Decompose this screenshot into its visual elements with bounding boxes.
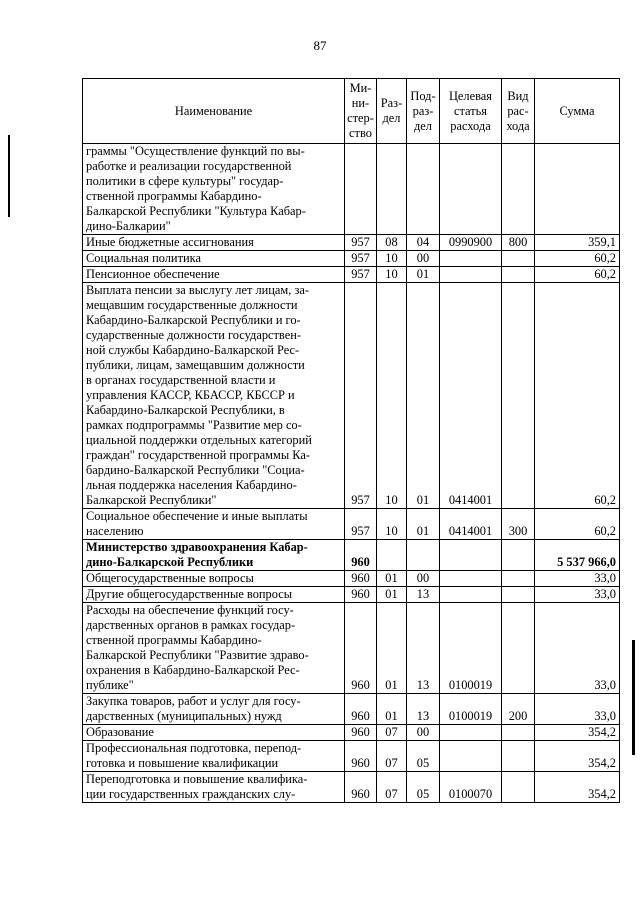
table-row — [83, 144, 620, 235]
cell-section: 07 — [377, 741, 407, 772]
header-type: Вид рас- хода — [502, 79, 535, 144]
cell-type — [502, 587, 535, 603]
cell-type — [502, 725, 535, 741]
cell-name: Социальная политика — [83, 251, 345, 267]
right-margin-mark — [632, 640, 635, 755]
budget-table — [82, 78, 620, 803]
cell-section: 01 — [377, 571, 407, 587]
cell-sum: 5 537 966,0 — [535, 540, 620, 571]
cell-subsection: 04 — [407, 235, 440, 251]
table-row — [83, 772, 620, 803]
table-row — [83, 694, 620, 725]
table-row — [83, 267, 620, 283]
cell-name: Пенсионное обеспечение — [83, 267, 345, 283]
cell-sum: 33,0 — [535, 587, 620, 603]
cell-name: Переподготовка и повышение квалифика- ции государственных гражданских слу- — [83, 772, 345, 803]
cell-sum: 359,1 — [535, 235, 620, 251]
cell-subsection — [407, 144, 440, 235]
header-target: Целевая статья расхода — [440, 79, 502, 144]
cell-type — [502, 283, 535, 509]
cell-ministry: 960 — [345, 587, 377, 603]
cell-section: 10 — [377, 283, 407, 509]
cell-target: 0100019 — [440, 694, 502, 725]
cell-section: 01 — [377, 587, 407, 603]
cell-target — [440, 540, 502, 571]
cell-type — [502, 267, 535, 283]
cell-subsection: 00 — [407, 571, 440, 587]
cell-sum: 60,2 — [535, 509, 620, 540]
cell-ministry: 957 — [345, 267, 377, 283]
cell-ministry: 960 — [345, 741, 377, 772]
cell-sum: 354,2 — [535, 772, 620, 803]
cell-target: 0100019 — [440, 603, 502, 694]
cell-subsection: 00 — [407, 251, 440, 267]
cell-target — [440, 144, 502, 235]
cell-ministry: 957 — [345, 509, 377, 540]
cell-sum: 60,2 — [535, 251, 620, 267]
table-row — [83, 235, 620, 251]
header-name: Наименование — [83, 79, 345, 144]
table-row — [83, 603, 620, 694]
cell-target — [440, 741, 502, 772]
cell-ministry: 960 — [345, 772, 377, 803]
cell-name: Закупка товаров, работ и услуг для госу- дарственных (муниципальных) нужд — [83, 694, 345, 725]
cell-subsection: 01 — [407, 283, 440, 509]
table-row — [83, 540, 620, 571]
cell-name: граммы "Осуществление функций по вы- работке и реализации государственной политики в сфере культуры" государ- ственной программы Кабардино- Балкарской Республики "Культура Кабар- дино-Балкарии" — [83, 144, 345, 235]
cell-section: 07 — [377, 725, 407, 741]
header-sum: Сумма — [535, 79, 620, 144]
cell-subsection — [407, 540, 440, 571]
header-section: Раз- дел — [377, 79, 407, 144]
cell-ministry — [345, 144, 377, 235]
cell-name: Образование — [83, 725, 345, 741]
cell-name: Выплата пенсии за выслугу лет лицам, за- мещавшим государственные должности Кабардино-Балкарской Республики и го- сударственные должности государствен- ной службы Кабардино-Балкарской Рес- публики, лицам, замещавшим должности в органах государственной власти и управления КАССР, КБАССР, КБССР и Кабардино-Балкарской Республики, в рамках подпрограммы "Развитие мер со- циальной поддержки отдельных категорий граждан" государственной программы Ка- бардино-Балкарской Республики "Социа- льная поддержка населения Кабардино- Балкарской Республики" — [83, 283, 345, 509]
cell-name: Общегосударственные вопросы — [83, 571, 345, 587]
cell-ministry: 960 — [345, 540, 377, 571]
cell-name: Профессиональная подготовка, перепод- готовка и повышение квалификации — [83, 741, 345, 772]
cell-subsection: 13 — [407, 587, 440, 603]
cell-section — [377, 144, 407, 235]
cell-section: 08 — [377, 235, 407, 251]
cell-name: Социальное обеспечение и иные выплаты населению — [83, 509, 345, 540]
cell-type: 800 — [502, 235, 535, 251]
cell-subsection: 13 — [407, 603, 440, 694]
cell-type — [502, 144, 535, 235]
cell-type — [502, 571, 535, 587]
header-subsection: Под- раз- дел — [407, 79, 440, 144]
table-row — [83, 587, 620, 603]
cell-sum: 33,0 — [535, 571, 620, 587]
table-row — [83, 251, 620, 267]
page-number: 87 — [313, 38, 327, 53]
cell-target: 0414001 — [440, 509, 502, 540]
cell-ministry: 957 — [345, 251, 377, 267]
cell-subsection: 13 — [407, 694, 440, 725]
cell-sum: 354,2 — [535, 741, 620, 772]
cell-section: 01 — [377, 603, 407, 694]
cell-type: 300 — [502, 509, 535, 540]
cell-type — [502, 603, 535, 694]
table-row — [83, 571, 620, 587]
cell-ministry: 960 — [345, 603, 377, 694]
cell-type — [502, 741, 535, 772]
cell-target — [440, 571, 502, 587]
cell-name: Расходы на обеспечение функций госу- дарственных органов в рамках государ- ственной программы Кабардино- Балкарской Республики "Развитие здраво- охранения в Кабардино-Балкарской Рес- публике" — [83, 603, 345, 694]
cell-section: 10 — [377, 267, 407, 283]
table-row — [83, 741, 620, 772]
cell-section: 10 — [377, 509, 407, 540]
cell-sum: 33,0 — [535, 603, 620, 694]
cell-sum — [535, 144, 620, 235]
cell-target — [440, 725, 502, 741]
left-margin-mark — [8, 135, 10, 217]
cell-ministry: 957 — [345, 283, 377, 509]
cell-subsection: 01 — [407, 509, 440, 540]
cell-ministry: 960 — [345, 725, 377, 741]
table-row — [83, 283, 620, 509]
cell-section — [377, 540, 407, 571]
table-row — [83, 725, 620, 741]
cell-sum: 60,2 — [535, 267, 620, 283]
cell-name: Иные бюджетные ассигнования — [83, 235, 345, 251]
cell-target: 0414001 — [440, 283, 502, 509]
table-header-row — [83, 79, 620, 144]
cell-target — [440, 587, 502, 603]
cell-target: 0100070 — [440, 772, 502, 803]
cell-ministry: 957 — [345, 235, 377, 251]
cell-subsection: 05 — [407, 741, 440, 772]
cell-target: 0990900 — [440, 235, 502, 251]
cell-subsection: 01 — [407, 267, 440, 283]
table-row — [83, 509, 620, 540]
cell-section: 07 — [377, 772, 407, 803]
cell-subsection: 05 — [407, 772, 440, 803]
cell-target — [440, 251, 502, 267]
cell-ministry: 960 — [345, 571, 377, 587]
cell-section: 01 — [377, 694, 407, 725]
cell-type — [502, 540, 535, 571]
header-ministry: Ми- ни- стер- ство — [345, 79, 377, 144]
cell-sum: 33,0 — [535, 694, 620, 725]
cell-type — [502, 772, 535, 803]
cell-subsection: 00 — [407, 725, 440, 741]
cell-sum: 60,2 — [535, 283, 620, 509]
cell-section: 10 — [377, 251, 407, 267]
cell-ministry: 960 — [345, 694, 377, 725]
cell-type — [502, 251, 535, 267]
cell-sum: 354,2 — [535, 725, 620, 741]
cell-name: Министерство здравоохранения Кабар- дино-Балкарской Республики — [83, 540, 345, 571]
cell-type: 200 — [502, 694, 535, 725]
cell-name: Другие общегосударственные вопросы — [83, 587, 345, 603]
cell-target — [440, 267, 502, 283]
